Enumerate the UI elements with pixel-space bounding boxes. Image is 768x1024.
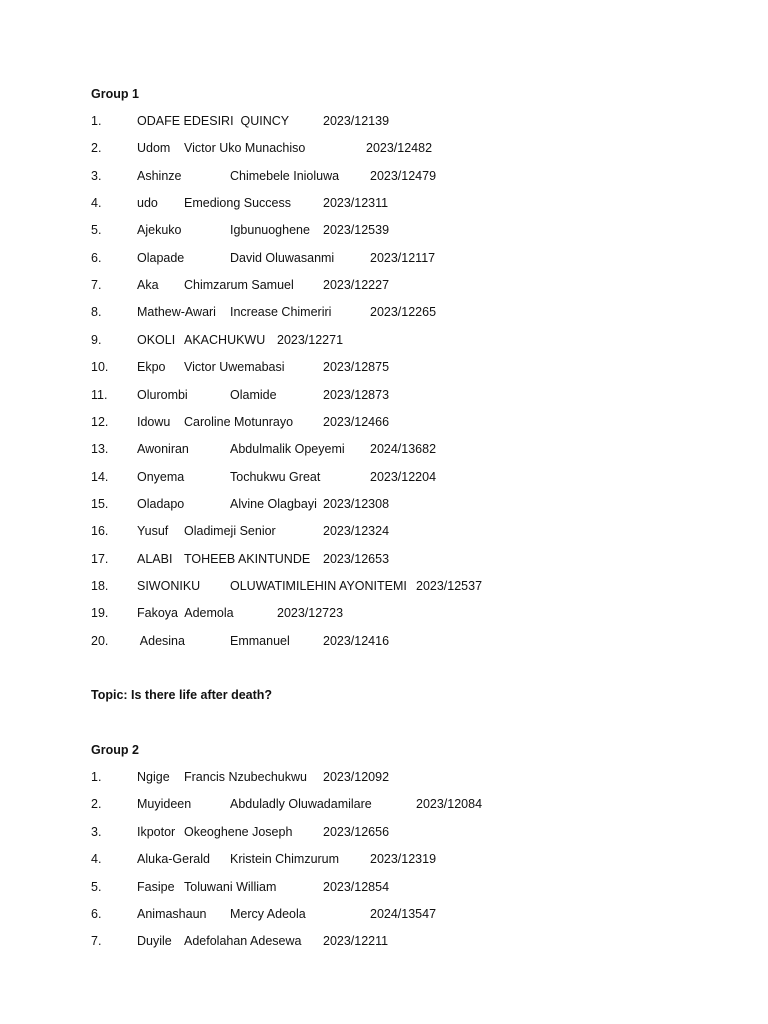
other-names: Emmanuel bbox=[230, 633, 290, 648]
reg-number: 2023/12271 bbox=[277, 332, 344, 347]
other-names: OLUWATIMILEHIN AYONITEMI bbox=[230, 578, 407, 593]
item-number: 6. bbox=[91, 250, 102, 265]
surname: Ekpo bbox=[137, 360, 166, 375]
list-item bbox=[91, 388, 711, 406]
surname: Aka bbox=[137, 278, 159, 293]
surname: Yusuf bbox=[137, 524, 169, 539]
other-names: Adefolahan Adesewa bbox=[184, 934, 302, 949]
list-item bbox=[91, 305, 711, 323]
item-number: 9. bbox=[91, 332, 102, 347]
item-number: 19. bbox=[91, 606, 109, 621]
surname: Animashaun bbox=[137, 907, 207, 921]
reg-number: 2023/12537 bbox=[416, 578, 483, 593]
item-number: 5. bbox=[91, 223, 102, 238]
item-number: 16. bbox=[91, 524, 109, 539]
item-number: 4. bbox=[91, 196, 102, 211]
surname: Aluka-Gerald bbox=[137, 852, 210, 867]
surname: Ajekuko bbox=[137, 223, 182, 238]
list-item bbox=[91, 934, 711, 952]
reg-number: 2023/12539 bbox=[323, 223, 390, 238]
item-number: 3. bbox=[91, 824, 102, 839]
surname: Mathew-Awari bbox=[137, 305, 216, 320]
reg-number: 2023/12653 bbox=[323, 551, 390, 566]
list-item bbox=[91, 470, 711, 488]
reg-number: 2023/12482 bbox=[366, 141, 433, 156]
other-names: Chimzarum Samuel bbox=[184, 278, 294, 293]
reg-number: 2024/13682 bbox=[370, 442, 437, 457]
item-number: 13. bbox=[91, 442, 109, 457]
list-item bbox=[91, 278, 711, 296]
item-number: 2. bbox=[91, 797, 102, 812]
reg-number: 2023/12854 bbox=[323, 879, 390, 894]
reg-number: 2024/13547 bbox=[370, 907, 437, 921]
list-item bbox=[91, 770, 711, 788]
other-names: Alvine Olagbayi bbox=[230, 496, 317, 511]
item-number: 1. bbox=[91, 770, 102, 784]
reg-number: 2023/12308 bbox=[323, 496, 390, 511]
other-names: Chimebele Inioluwa bbox=[230, 168, 340, 183]
other-names: Tochukwu Great bbox=[230, 469, 321, 484]
surname: Muyideen bbox=[137, 797, 192, 812]
surname: Duyile bbox=[137, 934, 172, 949]
surname: Oladapo bbox=[137, 496, 185, 511]
item-number: 3. bbox=[91, 168, 102, 183]
surname: Adesina bbox=[137, 633, 185, 648]
group-1-heading: Group 1 bbox=[91, 87, 139, 101]
surname: ALABI bbox=[137, 551, 173, 566]
reg-number: 2023/12873 bbox=[323, 387, 390, 402]
surname: Ikpotor bbox=[137, 824, 176, 839]
reg-number: 2023/12227 bbox=[323, 278, 390, 293]
reg-number: 2023/12416 bbox=[323, 633, 390, 648]
reg-number: 2023/12656 bbox=[323, 824, 390, 839]
reg-number: 2023/12204 bbox=[370, 469, 437, 484]
list-item bbox=[91, 907, 711, 925]
list-item bbox=[91, 579, 711, 597]
list-item bbox=[91, 169, 711, 187]
surname: Idowu bbox=[137, 414, 171, 429]
item-number: 5. bbox=[91, 879, 102, 894]
surname: Awoniran bbox=[137, 442, 189, 457]
reg-number: 2023/12319 bbox=[370, 852, 437, 867]
other-names: Abdulmalik Opeyemi bbox=[230, 442, 345, 457]
list-item bbox=[91, 251, 711, 269]
other-names: AKACHUKWU bbox=[184, 332, 266, 347]
other-names: Emediong Success bbox=[184, 196, 292, 211]
item-number: 17. bbox=[91, 551, 109, 566]
other-names: Olamide bbox=[230, 387, 277, 402]
other-names: Oladimeji Senior bbox=[184, 524, 276, 539]
item-number: 7. bbox=[91, 934, 102, 949]
list-item bbox=[91, 880, 711, 898]
reg-number: 2023/12875 bbox=[323, 360, 390, 375]
item-number: 18. bbox=[91, 578, 109, 593]
other-names: Okeoghene Joseph bbox=[184, 824, 293, 839]
reg-number: 2023/12723 bbox=[277, 606, 344, 621]
surname: Onyema bbox=[137, 469, 185, 484]
reg-number: 2023/12092 bbox=[323, 770, 390, 784]
item-number: 10. bbox=[91, 360, 109, 375]
topic-heading: Topic: Is there life after death? bbox=[91, 688, 273, 702]
list-item bbox=[91, 442, 711, 460]
other-names: Victor Uko Munachiso bbox=[184, 141, 306, 156]
surname: Fakoya Ademola bbox=[137, 606, 234, 621]
reg-number: 2023/12311 bbox=[323, 196, 389, 211]
other-names: David Oluwasanmi bbox=[230, 250, 335, 265]
other-names: Mercy Adeola bbox=[230, 907, 306, 921]
surname: SIWONIKU bbox=[137, 578, 201, 593]
list-item bbox=[91, 114, 711, 132]
reg-number: 2023/12324 bbox=[323, 524, 390, 539]
list-item bbox=[91, 825, 711, 843]
list-item bbox=[91, 606, 711, 624]
item-number: 7. bbox=[91, 278, 102, 293]
list-item bbox=[91, 797, 711, 815]
list-item bbox=[91, 524, 711, 542]
reg-number: 2023/12084 bbox=[416, 797, 483, 812]
reg-number: 2023/12117 bbox=[370, 250, 436, 265]
other-names: Igbunuoghene bbox=[230, 223, 310, 238]
item-number: 4. bbox=[91, 852, 102, 867]
surname: Fasipe bbox=[137, 879, 175, 894]
other-names: Kristein Chimzurum bbox=[230, 852, 340, 867]
other-names: Caroline Motunrayo bbox=[184, 414, 294, 429]
item-number: 8. bbox=[91, 305, 102, 320]
item-number: 6. bbox=[91, 907, 102, 921]
other-names: Francis Nzubechukwu bbox=[184, 770, 307, 784]
reg-number: 2023/12265 bbox=[370, 305, 437, 320]
list-item bbox=[91, 497, 711, 515]
item-number: 14. bbox=[91, 469, 109, 484]
surname: udo bbox=[137, 196, 158, 211]
list-item bbox=[91, 415, 711, 433]
item-number: 1. bbox=[91, 114, 102, 128]
other-names: Increase Chimeriri bbox=[230, 305, 332, 320]
item-number: 12. bbox=[91, 414, 109, 429]
surname: OKOLI bbox=[137, 332, 176, 347]
list-item bbox=[91, 360, 711, 378]
list-item bbox=[91, 852, 711, 870]
list-item bbox=[91, 634, 711, 652]
surname: Udom bbox=[137, 141, 171, 156]
other-names: Toluwani William bbox=[184, 879, 277, 894]
surname: Olapade bbox=[137, 250, 185, 265]
other-names: TOHEEB AKINTUNDE bbox=[184, 551, 311, 566]
surname: Ashinze bbox=[137, 168, 182, 183]
surname: ODAFE EDESIRI QUINCY bbox=[137, 114, 290, 128]
item-number: 2. bbox=[91, 141, 102, 156]
list-item bbox=[91, 552, 711, 570]
reg-number: 2023/12466 bbox=[323, 414, 390, 429]
list-item bbox=[91, 223, 711, 241]
reg-number: 2023/12139 bbox=[323, 114, 390, 128]
surname: Olurombi bbox=[137, 387, 188, 402]
list-item bbox=[91, 141, 711, 159]
item-number: 15. bbox=[91, 496, 109, 511]
surname: Ngige bbox=[137, 770, 170, 784]
list-item bbox=[91, 333, 711, 351]
group-2-heading: Group 2 bbox=[91, 743, 139, 757]
other-names: Abduladly Oluwadamilare bbox=[230, 797, 372, 812]
list-item bbox=[91, 196, 711, 214]
reg-number: 2023/12479 bbox=[370, 168, 437, 183]
item-number: 20. bbox=[91, 633, 109, 648]
other-names: Victor Uwemabasi bbox=[184, 360, 285, 375]
reg-number: 2023/12211 bbox=[323, 934, 389, 949]
item-number: 11. bbox=[91, 387, 108, 402]
